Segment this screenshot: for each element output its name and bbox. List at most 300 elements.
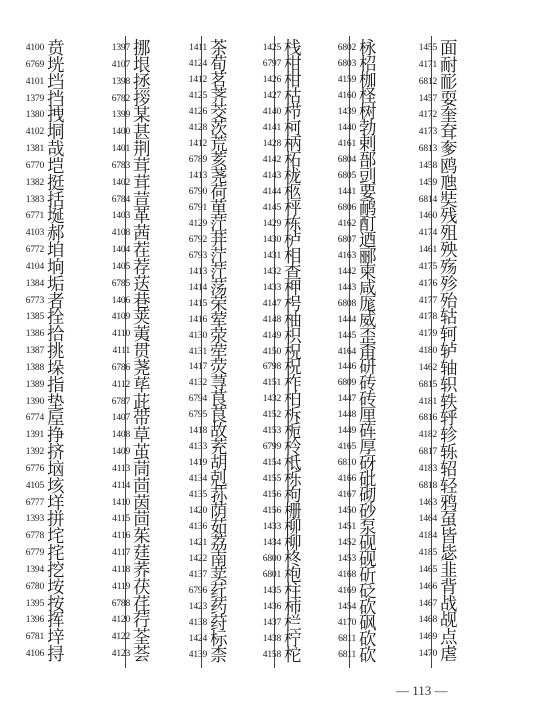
entry-number: 1392 bbox=[25, 447, 44, 458]
entry-character: 柷 bbox=[284, 342, 302, 363]
entry-number: 6791 bbox=[188, 202, 207, 213]
entry-character: 点 bbox=[440, 628, 458, 649]
entry-number: 1467 bbox=[418, 598, 437, 609]
entry-number: 4174 bbox=[418, 228, 437, 239]
entry-character: 按 bbox=[47, 594, 65, 615]
entry-character: 茵 bbox=[133, 493, 151, 514]
entry-character: 拽 bbox=[47, 106, 65, 127]
entry-character: 轳 bbox=[440, 342, 458, 363]
entry-number: 6778 bbox=[25, 531, 44, 542]
entry-number: 1413 bbox=[188, 266, 207, 277]
entry-number: 1428 bbox=[262, 138, 281, 149]
entry-number: 6815 bbox=[418, 379, 437, 390]
entry-character: 殂 bbox=[440, 224, 458, 245]
entry-character: 荥 bbox=[210, 326, 228, 347]
entry-number: 6773 bbox=[25, 295, 44, 306]
entry-character: 挣 bbox=[47, 426, 65, 447]
entry-number: 6784 bbox=[111, 194, 130, 205]
entry-number: 6779 bbox=[25, 548, 44, 559]
entry-character: 砗 bbox=[359, 422, 377, 443]
entry-number: 1388 bbox=[25, 362, 44, 373]
entry-number: 6793 bbox=[188, 250, 207, 261]
entry-number: 4153 bbox=[262, 426, 281, 437]
entry-number: 4165 bbox=[337, 442, 356, 453]
entry-number: 4141 bbox=[262, 122, 281, 133]
entry-number: 1414 bbox=[188, 282, 207, 293]
entry-character: 郚 bbox=[359, 150, 377, 171]
entry-character: 荑 bbox=[133, 325, 151, 346]
entry-number: 4177 bbox=[418, 295, 437, 306]
entry-character: 栎 bbox=[284, 470, 302, 491]
entry-character: 残 bbox=[440, 207, 458, 228]
entry-character: 奓 bbox=[440, 140, 458, 161]
entry-character: 栅 bbox=[284, 502, 302, 523]
entry-number: 1394 bbox=[25, 564, 44, 575]
entry-number: 1431 bbox=[262, 250, 281, 261]
entry-number: 4113 bbox=[112, 463, 130, 474]
entry-character: 迺 bbox=[359, 230, 377, 251]
entry-number: 4129 bbox=[188, 218, 207, 229]
entry-character: 要 bbox=[359, 182, 377, 203]
entry-character: 垕 bbox=[47, 409, 65, 430]
entry-character: 胡 bbox=[210, 454, 228, 475]
entry-character: 虿 bbox=[440, 510, 458, 531]
entry-number: 1389 bbox=[25, 379, 44, 390]
entry-number: 4147 bbox=[262, 298, 281, 309]
entry-number: 1390 bbox=[25, 396, 44, 407]
entry-number: 4148 bbox=[262, 314, 281, 325]
entry-character: 茈 bbox=[133, 392, 151, 413]
entry-character: 某 bbox=[133, 106, 151, 127]
entry-number: 4140 bbox=[262, 106, 281, 117]
entry-character: 茺 bbox=[210, 438, 228, 459]
entry-character: 茛 bbox=[210, 406, 228, 427]
entry-character: 茸 bbox=[133, 173, 151, 194]
entry-number: 4102 bbox=[25, 127, 44, 138]
entry-character: 柢 bbox=[284, 454, 302, 475]
entry-character: 威 bbox=[359, 310, 377, 331]
entry-number: 6790 bbox=[188, 186, 207, 197]
entry-number: 4133 bbox=[188, 442, 207, 453]
entry-number: 6814 bbox=[418, 194, 437, 205]
entry-character: 枰 bbox=[284, 198, 302, 219]
entry-number: 4170 bbox=[337, 618, 356, 629]
entry-number: 4123 bbox=[111, 649, 130, 660]
entry-number: 1429 bbox=[262, 218, 281, 229]
entry-character: 茜 bbox=[133, 224, 151, 245]
entry-character: 拯 bbox=[133, 72, 151, 93]
entry-character: 柑 bbox=[284, 54, 302, 75]
entry-character: 茳 bbox=[210, 246, 228, 267]
entry-number: 1451 bbox=[337, 522, 356, 533]
entry-number: 6795 bbox=[188, 410, 207, 421]
entry-number: 4118 bbox=[112, 564, 130, 575]
entry-character: 垞 bbox=[47, 527, 65, 548]
entry-character: 鸸 bbox=[359, 198, 377, 219]
entry-number: 1407 bbox=[111, 413, 130, 424]
page-number: — 113 — bbox=[396, 683, 448, 698]
entry-character: 栏 bbox=[284, 614, 302, 635]
entry-character: 枷 bbox=[359, 70, 377, 91]
entry-number: 4167 bbox=[337, 490, 356, 501]
entry-number: 4128 bbox=[188, 122, 207, 133]
entry-character: 勃 bbox=[359, 118, 377, 139]
entry-number: 4158 bbox=[262, 650, 281, 661]
entry-character: 荒 bbox=[210, 134, 228, 155]
entry-character: 砜 bbox=[359, 614, 377, 635]
entry-character: 韭 bbox=[440, 560, 458, 581]
entry-character: 拼 bbox=[47, 510, 65, 531]
entry-number: 4152 bbox=[262, 410, 281, 421]
entry-character: 殇 bbox=[440, 257, 458, 278]
entry-number: 6783 bbox=[111, 160, 130, 171]
entry-character: 砚 bbox=[359, 550, 377, 571]
entry-number: 1386 bbox=[25, 329, 44, 340]
entry-number: 6788 bbox=[111, 598, 130, 609]
entry-character: 栉 bbox=[284, 102, 302, 123]
entry-number: 4117 bbox=[112, 548, 130, 559]
entry-character: 荓 bbox=[210, 230, 228, 251]
entry-character: 酊 bbox=[359, 214, 377, 235]
entry-number: 6811 bbox=[338, 634, 356, 645]
entry-character: 砚 bbox=[359, 534, 377, 555]
entry-number: 1403 bbox=[111, 211, 130, 222]
entry-character: 厘 bbox=[359, 406, 377, 427]
entry-character: 荔 bbox=[210, 534, 228, 555]
entry-number: 6792 bbox=[188, 234, 207, 245]
entry-character: 垵 bbox=[47, 577, 65, 598]
entry-number: 1438 bbox=[262, 634, 281, 645]
entry-character: 皆 bbox=[440, 527, 458, 548]
entry-number: 4134 bbox=[188, 474, 207, 485]
entry-character: 砖 bbox=[359, 374, 377, 395]
entry-character: 带 bbox=[133, 409, 151, 430]
entry-number: 6816 bbox=[418, 413, 437, 424]
entry-character: 柱 bbox=[284, 582, 302, 603]
entry-number: 1393 bbox=[25, 514, 44, 525]
entry-character: 荫 bbox=[210, 502, 228, 523]
entry-number: 4106 bbox=[25, 649, 44, 660]
entry-character: 殃 bbox=[440, 241, 458, 262]
entry-number: 4151 bbox=[262, 378, 281, 389]
entry-character: 柊 bbox=[284, 550, 302, 571]
entry-number: 4163 bbox=[337, 250, 356, 261]
entry-character: 枹 bbox=[284, 566, 302, 587]
entry-character: 柷 bbox=[284, 358, 302, 379]
entry-number: 1468 bbox=[418, 615, 437, 626]
entry-character: 荟 bbox=[133, 645, 151, 666]
entry-character: 砌 bbox=[359, 486, 377, 507]
entry-number: 1444 bbox=[337, 314, 356, 325]
entry-character: 柝 bbox=[284, 406, 302, 427]
entry-character: 砂 bbox=[359, 502, 377, 523]
entry-number: 6803 bbox=[337, 58, 356, 69]
entry-character: 莛 bbox=[133, 544, 151, 565]
entry-number: 4181 bbox=[418, 396, 437, 407]
entry-number: 6811 bbox=[338, 650, 356, 661]
entry-character: 茼 bbox=[133, 459, 151, 480]
entry-number: 4180 bbox=[418, 346, 437, 357]
entry-number: 1383 bbox=[25, 194, 44, 205]
entry-character: 虐 bbox=[440, 645, 458, 666]
entry-character: 殆 bbox=[440, 291, 458, 312]
entry-number: 4122 bbox=[111, 632, 130, 643]
entry-character: 荞 bbox=[133, 560, 151, 581]
entry-character: 砑 bbox=[359, 454, 377, 475]
entry-character: 咸 bbox=[359, 278, 377, 299]
entry-character: 挡 bbox=[47, 89, 65, 110]
entry-number: 4160 bbox=[337, 90, 356, 101]
entry-number: 1412 bbox=[188, 74, 207, 85]
entry-number: 1469 bbox=[418, 632, 437, 643]
entry-number: 1450 bbox=[337, 506, 356, 517]
entry-character: 柃 bbox=[284, 438, 302, 459]
entry-number: 1421 bbox=[188, 538, 207, 549]
entry-character: 茗 bbox=[210, 70, 228, 91]
entry-number: 6808 bbox=[337, 298, 356, 309]
entry-number: 4119 bbox=[112, 581, 130, 592]
entry-character: 柿 bbox=[284, 598, 302, 619]
entry-character: 荨 bbox=[210, 374, 228, 395]
entry-character: 垲 bbox=[47, 156, 65, 177]
entry-character: 轷 bbox=[440, 409, 458, 430]
entry-character: 垢 bbox=[47, 274, 65, 295]
entry-number: 4171 bbox=[418, 59, 437, 70]
entry-number: 4156 bbox=[262, 506, 281, 517]
entry-character: 鸥 bbox=[440, 156, 458, 177]
entry-number: 1434 bbox=[262, 538, 281, 549]
entry-number: 1462 bbox=[418, 362, 437, 373]
entry-character: 革 bbox=[133, 207, 151, 228]
entry-character: 荁 bbox=[133, 190, 151, 211]
entry-number: 1405 bbox=[111, 261, 130, 272]
entry-character: 轹 bbox=[440, 443, 458, 464]
entry-number: 1455 bbox=[418, 43, 437, 53]
entry-number: 1461 bbox=[418, 245, 437, 256]
entry-character: 者 bbox=[47, 291, 65, 312]
entry-character: 柳 bbox=[284, 534, 302, 555]
entry-number: 6782 bbox=[111, 93, 130, 104]
entry-character: 荭 bbox=[210, 582, 228, 603]
entry-character: 茳 bbox=[210, 262, 228, 283]
entry-character: 垙 bbox=[47, 55, 65, 76]
entry-number: 1439 bbox=[337, 106, 356, 117]
entry-character: 荬 bbox=[210, 566, 228, 587]
entry-character: 指 bbox=[47, 375, 65, 396]
entry-number: 1463 bbox=[418, 497, 437, 508]
entry-character: 埏 bbox=[47, 207, 65, 228]
entry-character: 荛 bbox=[133, 358, 151, 379]
entry-character: 轶 bbox=[440, 392, 458, 413]
entry-number: 6797 bbox=[262, 58, 281, 69]
entry-number: 1418 bbox=[188, 426, 207, 437]
entry-number: 4110 bbox=[112, 329, 130, 340]
entry-number: 1422 bbox=[188, 554, 207, 565]
entry-number: 1381 bbox=[25, 144, 44, 155]
entry-character: 柏 bbox=[284, 390, 302, 411]
entry-character: 郝 bbox=[47, 224, 65, 245]
entry-character: 相 bbox=[284, 246, 302, 267]
entry-number: 1425 bbox=[262, 43, 281, 53]
entry-number: 4126 bbox=[188, 106, 207, 117]
entry-character: 荪 bbox=[210, 486, 228, 507]
entry-character: 荛 bbox=[210, 166, 228, 187]
entry-character: 砭 bbox=[359, 582, 377, 603]
entry-number: 1408 bbox=[111, 430, 130, 441]
entry-character: 荲 bbox=[210, 198, 228, 219]
entry-character: 荙 bbox=[133, 274, 151, 295]
entry-number: 1440 bbox=[337, 122, 356, 133]
entry-number: 4185 bbox=[418, 548, 437, 559]
entry-character: 挤 bbox=[47, 443, 65, 464]
entry-number: 4114 bbox=[112, 480, 130, 491]
entry-number: 4145 bbox=[262, 202, 281, 213]
entry-number: 1412 bbox=[188, 138, 207, 149]
entry-number: 1400 bbox=[111, 127, 130, 138]
entry-character: 挑 bbox=[47, 342, 65, 363]
entry-number: 1399 bbox=[111, 110, 130, 121]
entry-character: 砍 bbox=[359, 646, 377, 667]
entry-number: 6806 bbox=[337, 202, 356, 213]
entry-number: 6801 bbox=[262, 570, 281, 581]
entry-number: 1453 bbox=[337, 554, 356, 565]
entry-number: 4183 bbox=[418, 463, 437, 474]
entry-number: 4164 bbox=[337, 346, 356, 357]
entry-number: 1413 bbox=[188, 170, 207, 181]
entry-number: 4111 bbox=[112, 346, 130, 357]
entry-character: 荦 bbox=[210, 342, 228, 363]
entry-character: 垠 bbox=[133, 55, 151, 76]
entry-number: 1435 bbox=[262, 586, 281, 597]
entry-number: 1420 bbox=[188, 506, 207, 517]
entry-number: 4103 bbox=[25, 228, 44, 239]
entry-number: 1446 bbox=[337, 362, 356, 373]
entry-number: 1382 bbox=[25, 177, 44, 188]
entry-number: 1406 bbox=[111, 295, 130, 306]
entry-character: 垶 bbox=[47, 628, 65, 649]
entry-number: 4159 bbox=[337, 74, 356, 85]
entry-character: 轵 bbox=[440, 375, 458, 396]
entry-number: 4107 bbox=[111, 59, 130, 70]
entry-character: 树 bbox=[359, 102, 377, 123]
entry-character: 砍 bbox=[359, 630, 377, 651]
entry-number: 4161 bbox=[337, 138, 356, 149]
entry-number: 1410 bbox=[111, 497, 130, 508]
entry-character: 轸 bbox=[440, 426, 458, 447]
entry-character: 荃 bbox=[133, 628, 151, 649]
entry-number: 1445 bbox=[337, 330, 356, 341]
entry-number: 6789 bbox=[188, 154, 207, 165]
entry-character: 茳 bbox=[210, 214, 228, 235]
entry-character: 耏 bbox=[440, 72, 458, 93]
entry-character: 柑 bbox=[284, 70, 302, 91]
entry-number: 1398 bbox=[111, 76, 130, 87]
entry-character: 栋 bbox=[284, 214, 302, 235]
entry-character: 剅 bbox=[359, 166, 377, 187]
entry-number: 1433 bbox=[262, 282, 281, 293]
entry-character: 茧 bbox=[133, 443, 151, 464]
entry-character: 荇 bbox=[133, 611, 151, 632]
entry-character: 柠 bbox=[284, 630, 302, 651]
entry-character: 柯 bbox=[284, 118, 302, 139]
entry-number: 4136 bbox=[188, 522, 207, 533]
entry-character: 挖 bbox=[47, 560, 65, 581]
entry-number: 4135 bbox=[188, 490, 207, 501]
entry-character: 柖 bbox=[359, 54, 377, 75]
entry-number: 4100 bbox=[25, 43, 44, 53]
entry-number: 4108 bbox=[111, 228, 130, 239]
entry-number: 1452 bbox=[337, 538, 356, 549]
entry-character: 荚 bbox=[133, 308, 151, 329]
entry-character: 茴 bbox=[133, 510, 151, 531]
entry-character: 栐 bbox=[359, 39, 377, 59]
entry-character: 草 bbox=[133, 426, 151, 447]
entry-character: 砍 bbox=[359, 598, 377, 619]
entry-number: 4144 bbox=[262, 186, 281, 197]
entry-character: 砒 bbox=[359, 470, 377, 491]
entry-number: 4137 bbox=[188, 570, 207, 581]
entry-number: 1460 bbox=[418, 211, 437, 222]
entry-character: 荧 bbox=[210, 358, 228, 379]
entry-character: 奎 bbox=[440, 106, 458, 127]
entry-number: 4184 bbox=[418, 531, 437, 542]
entry-number: 1457 bbox=[418, 93, 437, 104]
entry-number: 4109 bbox=[111, 312, 130, 323]
entry-number: 4124 bbox=[188, 58, 207, 69]
entry-number: 6776 bbox=[25, 463, 44, 474]
entry-character: 栈 bbox=[284, 39, 302, 59]
entry-character: 南 bbox=[210, 550, 228, 571]
entry-number: 4149 bbox=[262, 330, 281, 341]
entry-character: 茨 bbox=[210, 118, 228, 139]
entry-character: 荮 bbox=[210, 614, 228, 635]
entry-character: 战 bbox=[440, 594, 458, 615]
entry-character: 鸦 bbox=[440, 493, 458, 514]
entry-number: 1417 bbox=[188, 362, 207, 373]
entry-number: 4139 bbox=[188, 650, 207, 661]
entry-number: 4182 bbox=[418, 430, 437, 441]
entry-character: 轺 bbox=[440, 459, 458, 480]
entry-number: 4115 bbox=[112, 514, 130, 525]
entry-number: 6780 bbox=[25, 581, 44, 592]
entry-character: 虺 bbox=[440, 173, 458, 194]
entry-number: 1402 bbox=[111, 177, 130, 188]
entry-character: 荤 bbox=[210, 310, 228, 331]
entry-character: 垧 bbox=[47, 257, 65, 278]
entry-number: 6804 bbox=[337, 154, 356, 165]
entry-number: 6781 bbox=[25, 632, 44, 643]
entry-number: 1448 bbox=[337, 410, 356, 421]
entry-number: 4120 bbox=[111, 615, 130, 626]
entry-number: 6796 bbox=[188, 586, 207, 597]
entry-number: 4131 bbox=[188, 346, 207, 357]
entry-character: 柰 bbox=[210, 646, 228, 667]
entry-character: 泵 bbox=[359, 518, 377, 539]
entry-number: 6794 bbox=[188, 394, 207, 405]
entry-character: 柄 bbox=[284, 134, 302, 155]
entry-number: 1427 bbox=[262, 90, 281, 101]
entry-number: 6807 bbox=[337, 234, 356, 245]
entry-character: 觇 bbox=[440, 611, 458, 632]
entry-number: 6777 bbox=[25, 497, 44, 508]
entry-number: 1433 bbox=[262, 522, 281, 533]
entry-number: 1458 bbox=[418, 160, 437, 171]
entry-character: 荡 bbox=[210, 278, 228, 299]
entry-number: 4175 bbox=[418, 261, 437, 272]
entry-character: 柞 bbox=[284, 374, 302, 395]
entry-number: 4162 bbox=[337, 218, 356, 229]
entry-character: 故 bbox=[210, 422, 228, 443]
